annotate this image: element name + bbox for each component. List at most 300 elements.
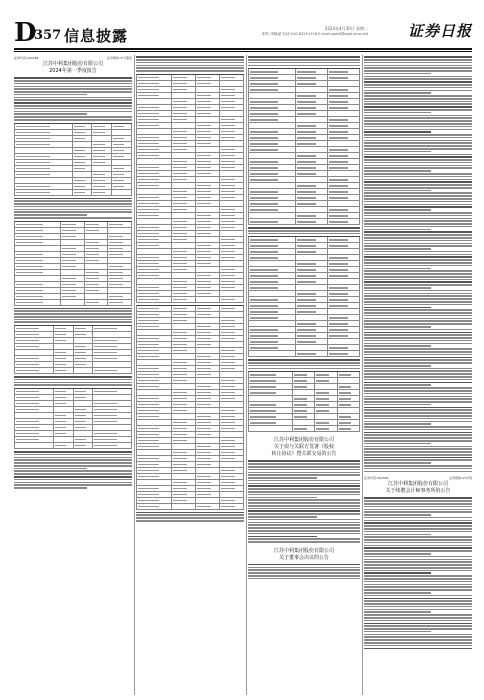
table-row	[137, 297, 244, 303]
table-cell	[296, 219, 328, 225]
text-line	[364, 95, 472, 97]
text-line	[364, 298, 472, 300]
article-body	[136, 56, 244, 521]
text-line	[14, 316, 132, 318]
text-line	[248, 524, 360, 526]
text-line	[136, 514, 244, 516]
text-line	[14, 310, 132, 312]
table-cell	[220, 504, 244, 510]
text-line	[364, 370, 472, 372]
text-line	[364, 401, 472, 403]
text-line	[14, 94, 87, 96]
text-line	[364, 348, 472, 350]
table-cell	[196, 504, 220, 510]
text-line	[364, 440, 472, 442]
text-line	[364, 281, 472, 283]
text-line	[14, 319, 132, 321]
text-line	[248, 530, 360, 532]
newspaper-logo: 证券日报	[407, 22, 472, 40]
text-line	[364, 276, 472, 278]
text-line	[136, 512, 244, 514]
table-cell	[15, 190, 73, 196]
text-line	[364, 429, 472, 431]
text-line	[364, 556, 472, 558]
text-line	[364, 92, 431, 94]
text-line	[364, 586, 472, 588]
data-table	[14, 388, 132, 449]
text-line	[364, 625, 472, 627]
text-line	[364, 198, 472, 200]
text-line	[248, 575, 360, 577]
stock-code: 证券代码:002309	[364, 476, 389, 481]
text-line	[14, 200, 132, 202]
text-line	[364, 320, 472, 322]
text-line	[14, 211, 132, 213]
text-line	[364, 56, 472, 58]
text-line	[364, 129, 472, 131]
text-line	[364, 229, 431, 231]
text-line	[364, 500, 472, 502]
table-cell	[296, 351, 328, 357]
data-table	[248, 371, 360, 432]
table-cell	[315, 426, 337, 432]
page-number: 357	[34, 28, 62, 43]
table-cell	[172, 297, 196, 303]
text-line	[364, 293, 472, 295]
text-line	[364, 645, 472, 647]
text-line	[364, 170, 431, 172]
text-line	[364, 270, 472, 272]
text-line	[364, 106, 472, 108]
text-line	[364, 434, 472, 436]
text-line	[364, 204, 472, 206]
text-line	[364, 639, 472, 641]
text-line	[364, 262, 472, 264]
text-line	[364, 614, 472, 616]
table-cell	[249, 219, 296, 225]
text-line	[248, 491, 360, 493]
text-line	[364, 636, 472, 638]
text-line	[364, 396, 472, 398]
text-line	[364, 415, 472, 417]
article-title: 2024年第一季度报告	[49, 68, 97, 74]
article-title: 转让协议》暨关联交易的公告	[271, 451, 337, 458]
data-table	[136, 74, 244, 303]
text-line	[364, 312, 472, 314]
text-line	[364, 623, 472, 625]
text-line	[364, 304, 472, 306]
text-line	[14, 321, 132, 323]
text-line	[364, 572, 431, 574]
text-line	[364, 307, 431, 309]
text-line	[364, 201, 472, 203]
table-row	[249, 351, 360, 357]
text-line	[14, 105, 132, 107]
text-line	[364, 192, 472, 194]
text-line	[364, 497, 472, 499]
text-line	[364, 357, 472, 359]
text-line	[14, 484, 132, 486]
table-cell	[249, 426, 293, 432]
text-line	[364, 634, 472, 636]
text-line	[14, 308, 132, 310]
table-row	[15, 368, 132, 374]
text-line	[14, 86, 132, 88]
text-line	[248, 510, 360, 512]
text-line	[364, 159, 472, 161]
text-line	[248, 572, 360, 574]
article-body	[248, 56, 360, 432]
text-line	[14, 108, 132, 110]
text-line	[364, 578, 472, 580]
text-line	[364, 287, 431, 289]
text-line	[364, 468, 472, 470]
text-line	[364, 547, 472, 549]
text-line	[364, 101, 472, 103]
text-line	[248, 564, 360, 566]
article-body	[364, 56, 472, 472]
text-line	[364, 528, 472, 530]
text-line	[364, 326, 431, 328]
table-cell	[338, 426, 360, 432]
text-line	[364, 67, 472, 69]
text-line	[364, 517, 472, 519]
text-line	[248, 536, 317, 538]
text-line	[364, 648, 472, 650]
text-line	[248, 513, 360, 515]
table-cell	[74, 443, 94, 449]
text-line	[248, 538, 360, 540]
text-line	[364, 506, 472, 508]
text-line	[364, 231, 472, 233]
text-line	[364, 329, 472, 331]
data-table	[248, 236, 360, 357]
column-divider	[246, 55, 247, 695]
column-4	[364, 55, 472, 650]
text-line	[14, 217, 132, 219]
table-cell	[15, 443, 54, 449]
text-line	[248, 472, 360, 474]
text-line	[248, 485, 360, 487]
text-line	[364, 173, 472, 175]
text-line	[364, 412, 472, 414]
text-line	[14, 313, 132, 315]
text-line	[248, 522, 360, 524]
text-line	[364, 550, 472, 552]
text-line	[364, 390, 472, 392]
text-line	[136, 67, 244, 69]
text-line	[364, 87, 472, 89]
text-line	[364, 387, 472, 389]
text-line	[14, 102, 132, 104]
text-line	[248, 466, 360, 468]
article-heading	[248, 547, 360, 563]
text-line	[248, 541, 360, 543]
text-line	[364, 393, 472, 395]
text-line	[364, 404, 431, 406]
table-cell	[328, 219, 360, 225]
table-row	[15, 443, 132, 449]
text-line	[364, 90, 472, 92]
text-line	[248, 499, 360, 501]
text-line	[364, 539, 472, 541]
text-line	[364, 73, 431, 75]
text-line	[364, 240, 472, 242]
table-row	[249, 426, 360, 432]
table-cell	[74, 368, 94, 374]
text-line	[364, 511, 472, 513]
text-line	[248, 460, 360, 462]
text-line	[364, 156, 472, 158]
text-line	[364, 76, 472, 78]
table-cell	[15, 300, 61, 306]
text-line	[248, 365, 360, 367]
text-line	[14, 83, 132, 85]
text-line	[364, 220, 472, 222]
text-line	[364, 78, 472, 80]
text-line	[14, 116, 132, 118]
text-line	[364, 81, 472, 83]
text-line	[364, 137, 472, 139]
text-line	[364, 323, 472, 325]
text-line	[14, 111, 132, 113]
company-name: 江苏中利集团股份有限公司	[273, 547, 334, 554]
column-1	[14, 55, 132, 490]
text-line	[364, 334, 472, 336]
text-line	[364, 251, 472, 253]
text-line	[14, 476, 132, 478]
text-line	[364, 600, 472, 602]
text-line	[364, 570, 472, 572]
text-line	[14, 206, 132, 208]
table-row	[137, 504, 244, 510]
text-line	[364, 545, 472, 547]
article-title: 关于拟与关联方签署《股权	[273, 444, 334, 451]
text-line	[364, 70, 472, 72]
table-cell	[328, 351, 360, 357]
text-line	[248, 494, 360, 496]
text-line	[248, 56, 360, 58]
text-line	[364, 223, 472, 225]
text-line	[248, 567, 360, 569]
text-line	[248, 463, 360, 465]
text-line	[364, 575, 472, 577]
text-line	[248, 480, 360, 482]
text-line	[14, 479, 132, 481]
text-line	[364, 295, 472, 297]
text-line	[248, 533, 360, 535]
text-line	[364, 154, 472, 156]
text-line	[364, 503, 472, 505]
text-line	[364, 553, 431, 555]
data-table	[14, 221, 132, 306]
text-line	[248, 230, 360, 232]
text-line	[364, 98, 472, 100]
masthead-rule	[14, 48, 472, 50]
text-line	[364, 162, 472, 164]
text-line	[364, 426, 472, 428]
text-line	[364, 209, 431, 211]
text-line	[364, 245, 472, 247]
text-line	[14, 88, 132, 90]
text-line	[364, 379, 472, 381]
text-line	[364, 589, 472, 591]
text-line	[136, 62, 244, 64]
text-line	[364, 215, 472, 217]
text-line	[364, 84, 472, 86]
table-cell	[54, 368, 74, 374]
text-line	[364, 187, 472, 189]
text-line	[364, 181, 472, 183]
text-line	[248, 233, 360, 235]
text-line	[364, 398, 472, 400]
text-line	[364, 318, 472, 320]
text-line	[364, 109, 472, 111]
table-row	[15, 190, 132, 196]
text-line	[14, 462, 132, 464]
text-line	[14, 459, 132, 461]
issue-date: 2024年4月30日 星期二	[324, 26, 368, 31]
text-line	[364, 592, 431, 594]
text-line	[364, 309, 472, 311]
text-line	[364, 606, 472, 608]
text-line	[364, 609, 472, 611]
stock-name: 证券简称:中天服务	[106, 56, 132, 60]
table-cell	[112, 190, 132, 196]
text-line	[136, 59, 244, 61]
text-line	[364, 564, 472, 566]
text-line	[364, 345, 431, 347]
text-line	[14, 384, 132, 386]
text-line	[14, 465, 132, 467]
text-line	[136, 56, 244, 58]
text-line	[364, 595, 472, 597]
text-line	[364, 103, 472, 105]
text-line	[364, 584, 472, 586]
text-line	[364, 243, 472, 245]
text-line	[364, 448, 472, 450]
table-cell	[15, 368, 54, 374]
text-line	[364, 514, 431, 516]
text-line	[364, 620, 472, 622]
editor-contact: 制作:李晓斌 电话:010-83251716 E-mail:zqrb9@zqrb.sina.net	[261, 32, 368, 36]
text-line	[364, 145, 472, 147]
text-line	[364, 301, 472, 303]
text-line	[364, 368, 472, 370]
text-line	[364, 265, 472, 267]
text-line	[364, 407, 472, 409]
text-line	[248, 59, 360, 61]
text-line	[14, 80, 132, 82]
text-line	[364, 446, 472, 448]
table-cell	[108, 300, 132, 306]
text-line	[364, 117, 472, 119]
text-line	[364, 421, 472, 423]
text-line	[14, 470, 132, 472]
text-line	[14, 198, 132, 200]
table-cell	[61, 300, 85, 306]
text-line	[364, 567, 472, 569]
table-cell	[249, 351, 296, 357]
text-line	[364, 631, 431, 633]
text-line	[364, 471, 472, 473]
text-line	[364, 359, 472, 361]
company-name: 江苏中利集团股份有限公司	[273, 437, 334, 444]
table-cell	[93, 368, 132, 374]
text-line	[364, 315, 472, 317]
text-line	[364, 184, 472, 186]
text-line	[248, 516, 317, 518]
text-line	[364, 343, 472, 345]
text-line	[364, 134, 472, 136]
text-line	[14, 468, 87, 470]
text-line	[364, 59, 472, 61]
table-cell	[93, 443, 132, 449]
text-line	[136, 65, 244, 67]
text-line	[14, 91, 132, 93]
table-cell	[73, 190, 93, 196]
text-line	[364, 148, 472, 150]
stock-name: 证券简称:ST中利	[449, 476, 472, 481]
text-line	[248, 483, 360, 485]
text-line	[364, 218, 472, 220]
text-line	[364, 290, 472, 292]
text-line	[364, 115, 472, 117]
masthead	[14, 20, 472, 48]
text-line	[364, 451, 472, 453]
text-line	[14, 382, 132, 384]
text-line	[364, 617, 472, 619]
text-line	[364, 131, 431, 133]
text-line	[14, 482, 132, 484]
text-line	[364, 140, 472, 142]
text-line	[364, 559, 472, 561]
text-line	[364, 65, 472, 67]
company-name: 江苏中利集团股份有限公司	[42, 61, 103, 67]
table-cell	[220, 297, 244, 303]
text-line	[136, 70, 244, 72]
text-line	[364, 176, 472, 178]
text-line	[14, 77, 132, 79]
text-line	[364, 190, 431, 192]
text-line	[364, 531, 472, 533]
text-line	[364, 443, 431, 445]
data-table	[14, 325, 132, 374]
text-line	[364, 459, 472, 461]
data-table	[14, 123, 132, 196]
text-line	[364, 340, 472, 342]
text-line	[248, 477, 317, 479]
text-line	[364, 642, 472, 644]
text-line	[364, 165, 472, 167]
text-line	[364, 237, 472, 239]
text-line	[14, 203, 132, 205]
text-line	[14, 209, 132, 211]
text-line	[364, 206, 472, 208]
text-line	[364, 120, 472, 122]
text-line	[14, 113, 87, 115]
text-line	[364, 268, 431, 270]
text-line	[364, 142, 472, 144]
text-line	[364, 603, 472, 605]
data-table	[136, 305, 244, 510]
text-line	[364, 462, 431, 464]
text-line	[136, 517, 244, 519]
data-table	[248, 68, 360, 225]
text-line	[364, 351, 472, 353]
text-line	[14, 487, 87, 489]
text-line	[364, 561, 472, 563]
